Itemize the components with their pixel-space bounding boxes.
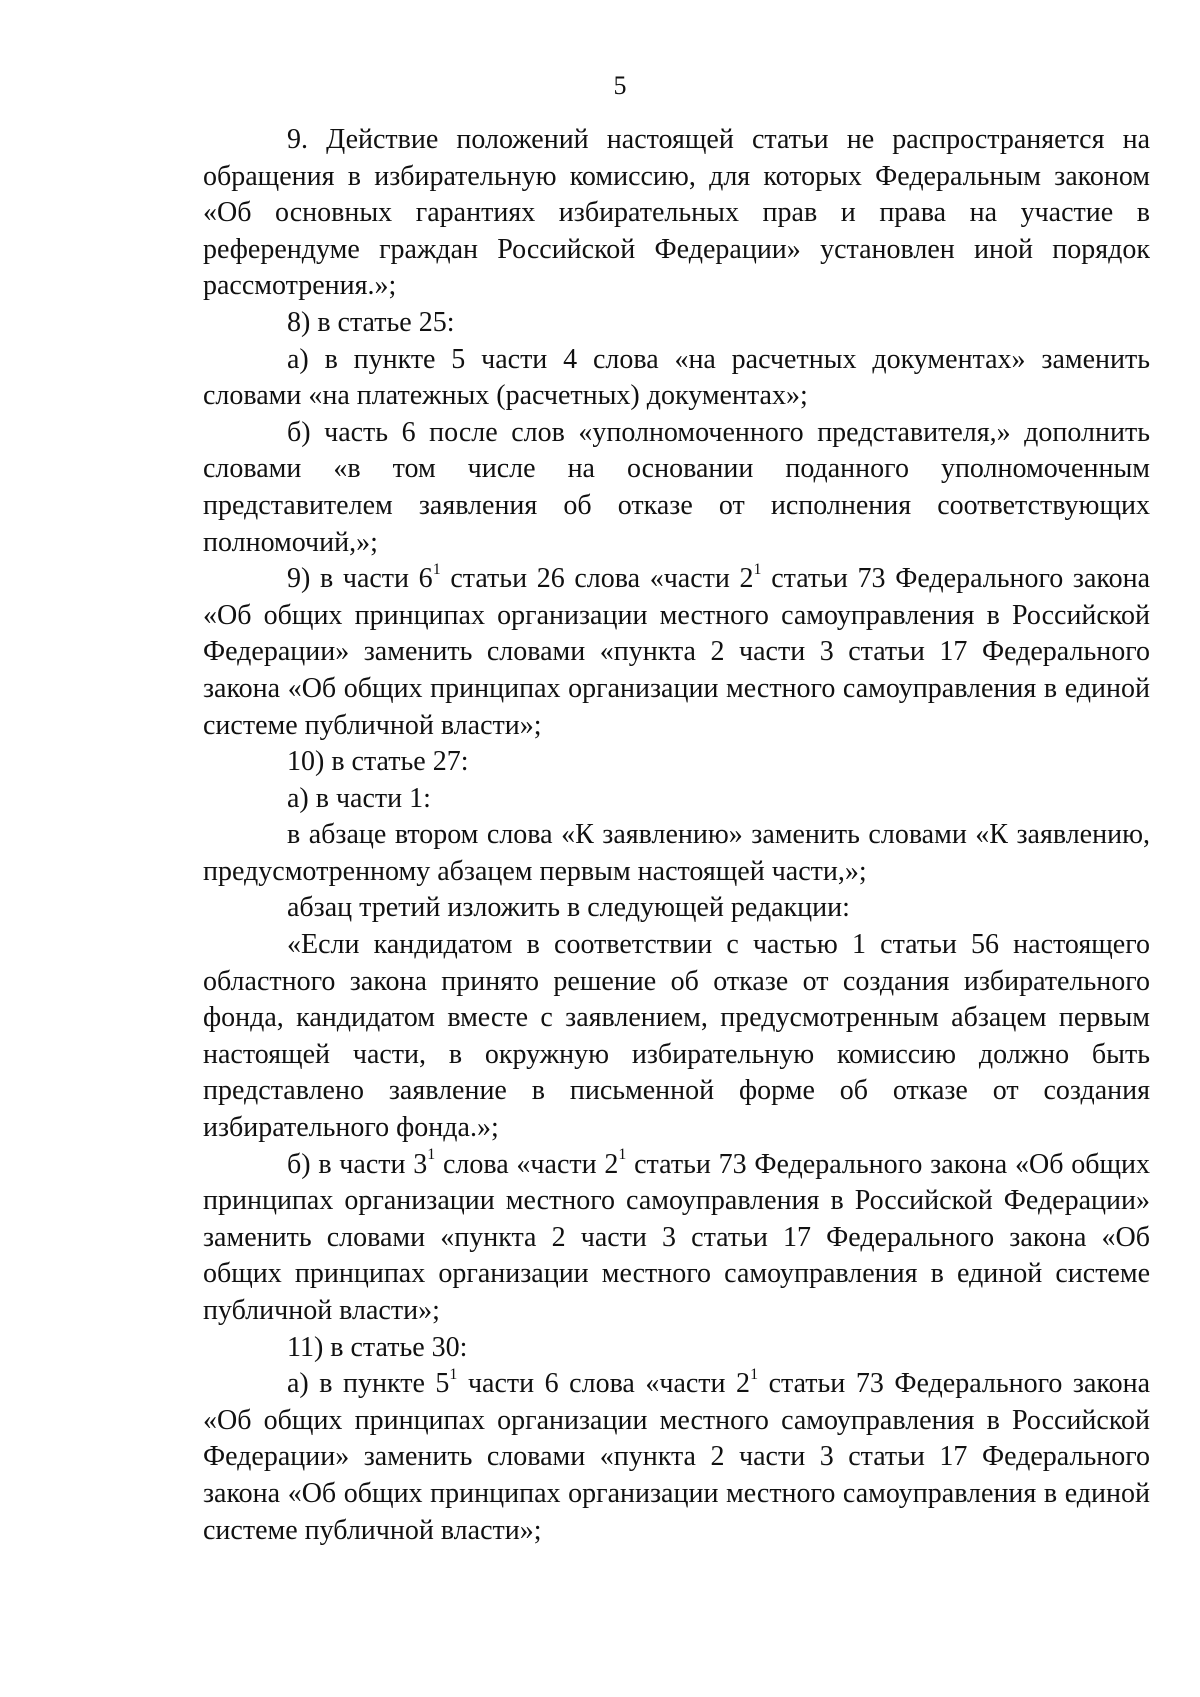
paragraph-item-11a bbox=[203, 1366, 1150, 1549]
paragraph-new-text: «Если кандидатом в соответствии с частью 1 статьи 56 настоящего областного закона принято решение об отказе от создания избирательного фонда, кандидатом вместе с заявлением, предусмотренным абзацем первым настоящей части, в окружную избирательную комиссию должно быть представлено заявление в письменной форме об отказе от создания избирательного фонда.»; bbox=[203, 929, 1150, 1144]
text-fragment: статьи 73 Федерального закона «Об общих принципах организации местного самоуправления в Российской Федерации» заменить словами «пункта 2 части 3 статьи 17 Федерального закона «Об общих принципах организации местного самоуправления в единой системе публичной власти»; bbox=[203, 1368, 1150, 1546]
text-fragment: 9) в части 6 bbox=[287, 563, 433, 595]
text-fragment: а) в пункте 5 bbox=[287, 1368, 450, 1400]
text-fragment: статьи 73 Федерального закона «Об общих принципах организации местного самоуправления в Российской Федерации» заменить словами «пункта 2 части 3 статьи 17 Федерального закона «Об общих принципах организации местного самоуправления в единой системе публичной власти»; bbox=[203, 1148, 1150, 1326]
document-body bbox=[203, 122, 1150, 1549]
paragraph-item-9 bbox=[203, 561, 1150, 744]
paragraph-item-8a: а) в пункте 5 части 4 слова «на расчетных документах» заменить словами «на платежных (расчетных) документах»; bbox=[203, 343, 1150, 412]
text-fragment: части 6 слова «части 2 bbox=[457, 1368, 751, 1400]
superscript: 1 bbox=[753, 560, 762, 578]
text-fragment: слова «части 2 bbox=[435, 1148, 619, 1180]
paragraph-abzac-2: в абзаце втором слова «К заявлению» заменить словами «К заявлению, предусмотренному абзацем первым настоящей части,»; bbox=[203, 819, 1150, 887]
superscript: 1 bbox=[750, 1365, 759, 1383]
superscript: 1 bbox=[449, 1365, 458, 1383]
paragraph-item-10: 10) в статье 27: bbox=[287, 746, 469, 778]
paragraph-item-10b bbox=[203, 1147, 1150, 1330]
paragraph-item-8: 8) в статье 25: bbox=[287, 306, 455, 338]
paragraph-abzac-3: абзац третий изложить в следующей редакции: bbox=[287, 892, 850, 924]
text-fragment: б) в части 3 bbox=[287, 1148, 428, 1180]
page-number: 5 bbox=[613, 71, 627, 100]
paragraph-item-10a: а) в части 1: bbox=[287, 782, 431, 814]
paragraph-9-final: 9. Действие положений настоящей статьи не распространяется на обращения в избирательную комиссию, для которых Федеральным законом «Об основных гарантиях избирательных прав и права на участие в референдуме граждан Российской Федерации» установлен иной порядок рассмотрения.»; bbox=[203, 124, 1150, 302]
paragraph-item-8b: б) часть 6 после слов «уполномоченного представителя,» дополнить словами «в том числе на основании поданного уполномоченным представителем заявления об отказе от исполнения соответствующих полномочий,»; bbox=[203, 416, 1150, 558]
superscript: 1 bbox=[432, 560, 441, 578]
text-fragment: статьи 73 Федерального закона «Об общих принципах организации местного самоуправления в Российской Федерации» заменить словами «пункта 2 части 3 статьи 17 Федерального закона «Об общих принципах организации местного самоуправления в единой системе публичной власти»; bbox=[203, 563, 1150, 741]
paragraph-item-11: 11) в статье 30: bbox=[287, 1331, 468, 1363]
text-fragment: статьи 26 слова «части 2 bbox=[440, 563, 754, 595]
superscript: 1 bbox=[618, 1146, 627, 1164]
superscript: 1 bbox=[427, 1146, 436, 1164]
